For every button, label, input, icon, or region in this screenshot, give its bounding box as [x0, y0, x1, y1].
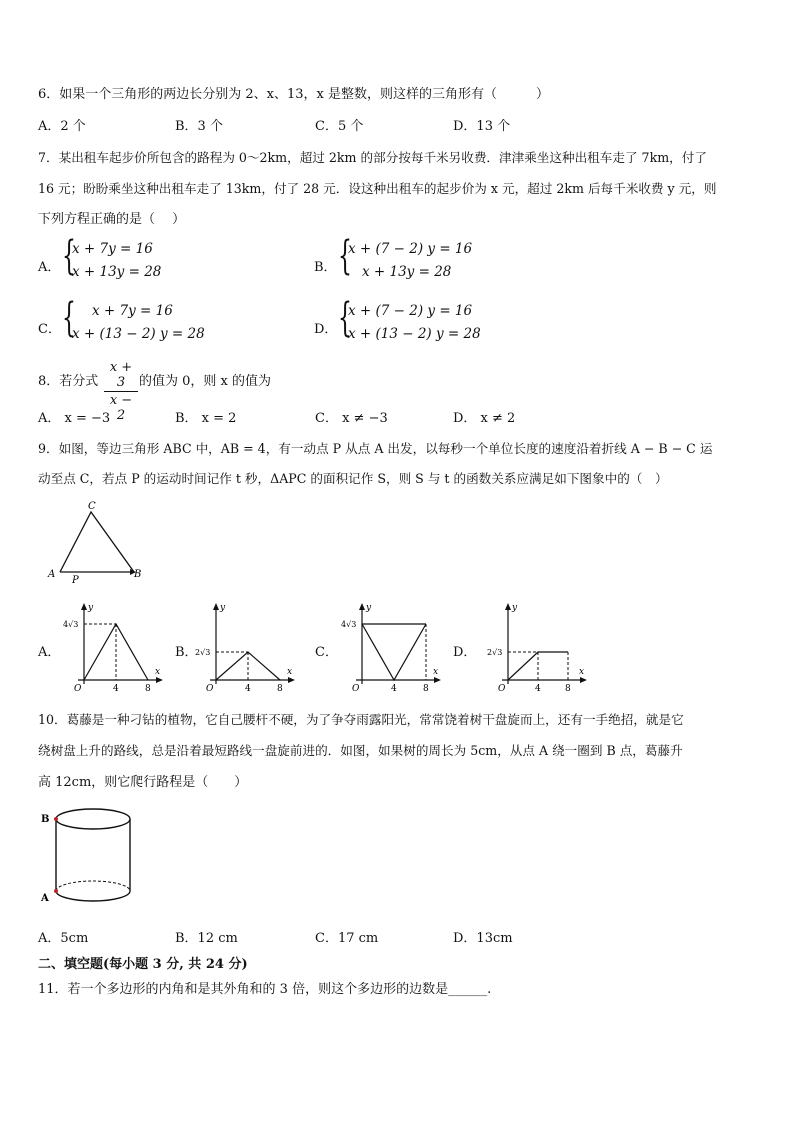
tick-label-4-sqrt3: 4√3 [63, 620, 79, 629]
q9-option-b-label: B． [175, 645, 198, 660]
q7-c-eq-2: x + (13 − 2) y = 28 [72, 326, 205, 342]
q9-option-d-label: D． [453, 645, 477, 660]
q7-line-1: 7．某出租车起步价所包含的路程为 0～2km，超过 2km 的部分按每千米另收费．津津乘坐这种出租车走了 7km，付了 [38, 150, 707, 165]
q6-stem: 6．如果一个三角形的两边长分别为 2、x、13，x 是整数，则这样的三角形有（ ） [38, 87, 550, 102]
q7-d-eq-2: x + (13 − 2) y = 28 [348, 326, 481, 342]
axis-label-y: y [366, 603, 372, 613]
q6-option-c: C．5 个 [315, 119, 364, 134]
q6-option-a: A．2 个 [38, 119, 86, 134]
q7-line-3: 下列方程正确的是（ ） [38, 212, 186, 227]
q9-option-c-label: C． [315, 645, 338, 660]
tick-label-8: 8 [145, 684, 151, 694]
q6-option-d: D．13 个 [453, 119, 511, 134]
q8-option-a: A． x = −3 [38, 411, 111, 426]
q7-option-b-label: B． [314, 260, 337, 275]
q7-a-eq-1: x + 7y = 16 [72, 241, 153, 257]
q10-option-a: A．5cm [38, 931, 89, 946]
q8-option-b: B． x = 2 [175, 411, 237, 426]
q7-b-eq-2: x + 13y = 28 [362, 264, 452, 280]
q8-suffix: 的值为 0，则 x 的值为 [139, 374, 271, 389]
tick-label-2-sqrt3: 2√3 [195, 648, 211, 657]
origin-label: O [498, 684, 506, 694]
tick-label-2-sqrt3: 2√3 [487, 648, 503, 657]
axis-label-y: y [220, 603, 226, 613]
q10-option-d: D．13cm [453, 931, 513, 946]
tick-label-4: 4 [535, 684, 541, 694]
tick-label-4: 4 [391, 684, 397, 694]
q8-option-d: D． x ≠ 2 [453, 411, 516, 426]
q10-option-c: C．17 cm [315, 931, 379, 946]
graph-option-a [58, 602, 168, 694]
axis-label-x: x [433, 667, 439, 677]
axis-label-y: y [88, 603, 94, 613]
q7-option-c-label: C． [38, 322, 61, 337]
q7-option-d-system [338, 295, 518, 346]
q6-option-b: B．3 个 [175, 119, 223, 134]
triangle-label-p: P [72, 575, 79, 586]
origin-label: O [206, 684, 214, 694]
graph-option-b [192, 602, 302, 694]
q10-line-2: 绕树盘上升的路线，总是沿着最短路线一盘旋前进的．如图，如果树的周长为 5cm，从点 A 绕一圈到 B 点，葛藤升 [38, 743, 683, 758]
triangle-label-c: C [88, 501, 96, 512]
q8-numerator: x + 3 [104, 360, 138, 392]
q7-c-eq-1: x + 7y = 16 [92, 303, 173, 319]
tick-label-4: 4 [113, 684, 119, 694]
q7-option-a-label: A． [38, 260, 61, 275]
axis-label-y: y [512, 603, 518, 613]
left-brace-icon: { [338, 233, 352, 279]
origin-label: O [352, 684, 360, 694]
q10-line-3: 高 12cm，则它爬行路程是（ ） [38, 775, 248, 790]
tick-label-8: 8 [277, 684, 283, 694]
left-brace-icon: { [62, 295, 76, 341]
axis-label-x: x [287, 667, 293, 677]
graph-option-c [336, 602, 446, 694]
q8-prefix: 8．若分式 [38, 374, 99, 389]
triangle-label-b: B [134, 569, 142, 580]
q7-option-c-system [62, 295, 242, 346]
left-brace-icon: { [62, 233, 76, 279]
cylinder-label-b: B [41, 814, 50, 825]
equilateral-triangle-figure [44, 498, 154, 586]
origin-label: O [74, 684, 82, 694]
q7-option-d-label: D． [314, 322, 338, 337]
tick-label-4-sqrt3: 4√3 [341, 620, 357, 629]
cylinder-label-a: A [41, 893, 49, 904]
q10-option-b: B．12 cm [175, 931, 238, 946]
axis-label-x: x [155, 667, 161, 677]
q7-a-eq-2: x + 13y = 28 [72, 264, 162, 280]
q8-option-c: C． x ≠ −3 [315, 411, 388, 426]
left-brace-icon: { [338, 295, 352, 341]
cylinder-figure [38, 804, 138, 908]
q7-d-eq-1: x + (7 − 2) y = 16 [348, 303, 473, 319]
tick-label-8: 8 [565, 684, 571, 694]
q7-option-b-system [338, 233, 518, 284]
q9-line-2: 动至点 C，若点 P 的运动时间记作 t 秒，ΔAPC 的面积记作 S，则 S 与 t 的函数关系应满足如下图象中的（ ） [38, 471, 668, 486]
q11-stem: 11．若一个多边形的内角和是其外角和的 3 倍，则这个多边形的边数是______. [38, 982, 492, 997]
q9-line-1: 9．如图，等边三角形 ABC 中，AB = 4，有一动点 P 从点 A 出发，以每秒一个单位长度的速度沿着折线 A − B − C 运 [38, 441, 713, 456]
section-2-heading: 二、填空题(每小题 3 分, 共 24 分) [38, 957, 248, 972]
q7-option-a-system [62, 233, 212, 284]
triangle-label-a: A [48, 569, 56, 580]
q7-line-2: 16 元；盼盼乘坐这种出租车走了 13km，付了 28 元．设这种出租车的起步价为 x 元，超过 2km 后每千米收费 y 元，则 [38, 181, 717, 196]
axis-label-x: x [579, 667, 585, 677]
tick-label-8: 8 [423, 684, 429, 694]
q10-line-1: 10．葛藤是一种刁钻的植物，它自己腰杆不硬，为了争夺雨露阳光，常常饶着树干盘旋而上，还有一手绝招，就是它 [38, 712, 684, 727]
q8-denominator: x − 2 [109, 393, 133, 423]
q9-option-a-label: A． [38, 645, 61, 660]
tick-label-4: 4 [245, 684, 251, 694]
q7-b-eq-1: x + (7 − 2) y = 16 [348, 241, 473, 257]
graph-option-d [484, 602, 594, 694]
